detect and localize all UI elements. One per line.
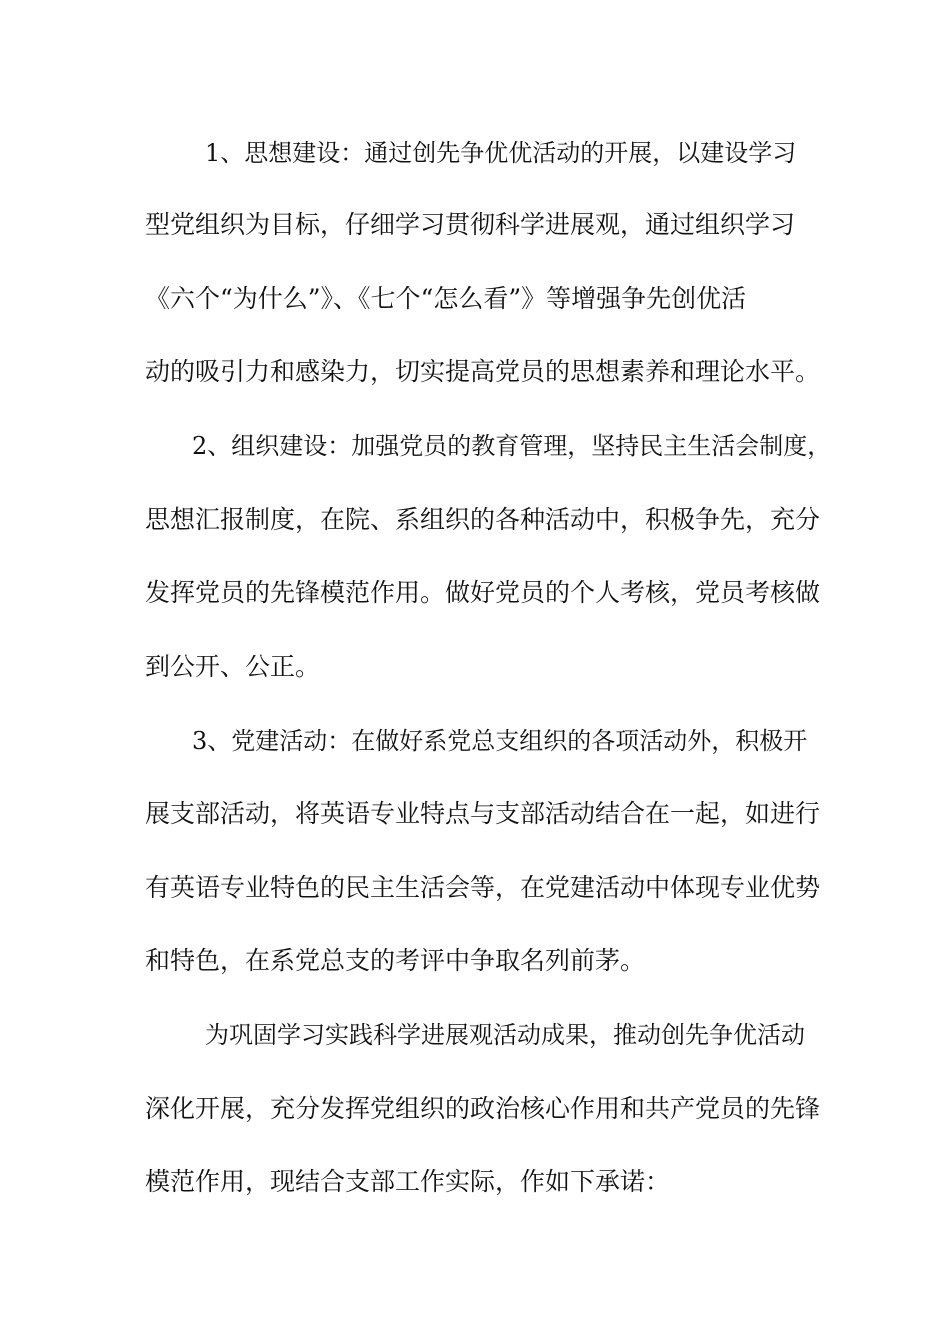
paragraph-1-line-3: 《六个“为什么”》、《七个“怎么看”》等增强争先创优活 — [145, 284, 747, 313]
paragraph-4-line-1: 为巩固学习实践科学进展观活动成果，推动创先争优活动 — [205, 1021, 805, 1049]
paragraph-3-line-3: 有英语专业特色的民主生活会等，在党建活动中体现专业优势 — [145, 873, 821, 902]
paragraph-3-line-1: 3、党建活动：在做好系党总支组织的各项活动外，积极开 — [192, 727, 808, 755]
paragraph-2-line-1: 2、组织建设：加强党员的教育管理，坚持民主生活会制度， — [192, 432, 832, 460]
paragraph-3-line-2: 展支部活动，将英语专业特点与支部活动结合在一起，如进行 — [145, 799, 821, 828]
paragraph-1-line-2: 型党组织为目标，仔细学习贯彻科学进展观，通过组织学习 — [145, 210, 796, 239]
paragraph-2-line-2: 思想汇报制度，在院、系组织的各种活动中，积极争先，充分 — [145, 505, 821, 534]
paragraph-2-line-4: 到公开、公正。 — [145, 652, 321, 681]
paragraph-2-line-3: 发挥党员的先锋模范作用。做好党员的个人考核，党员考核做 — [145, 578, 821, 607]
paragraph-1-line-4: 动的吸引力和感染力，切实提高党员的思想素养和理论水平。 — [145, 357, 821, 386]
paragraph-4-line-2: 深化开展，充分发挥党组织的政治核心作用和共产党员的先锋 — [145, 1094, 821, 1123]
paragraph-3-line-4: 和特色，在系党总支的考评中争取名列前茅。 — [145, 946, 646, 975]
paragraph-1-line-1: 1、思想建设：通过创先争优优活动的开展，以建设学习 — [205, 139, 797, 167]
paragraph-4-line-3: 模范作用，现结合支部工作实际，作如下承诺： — [145, 1167, 671, 1196]
